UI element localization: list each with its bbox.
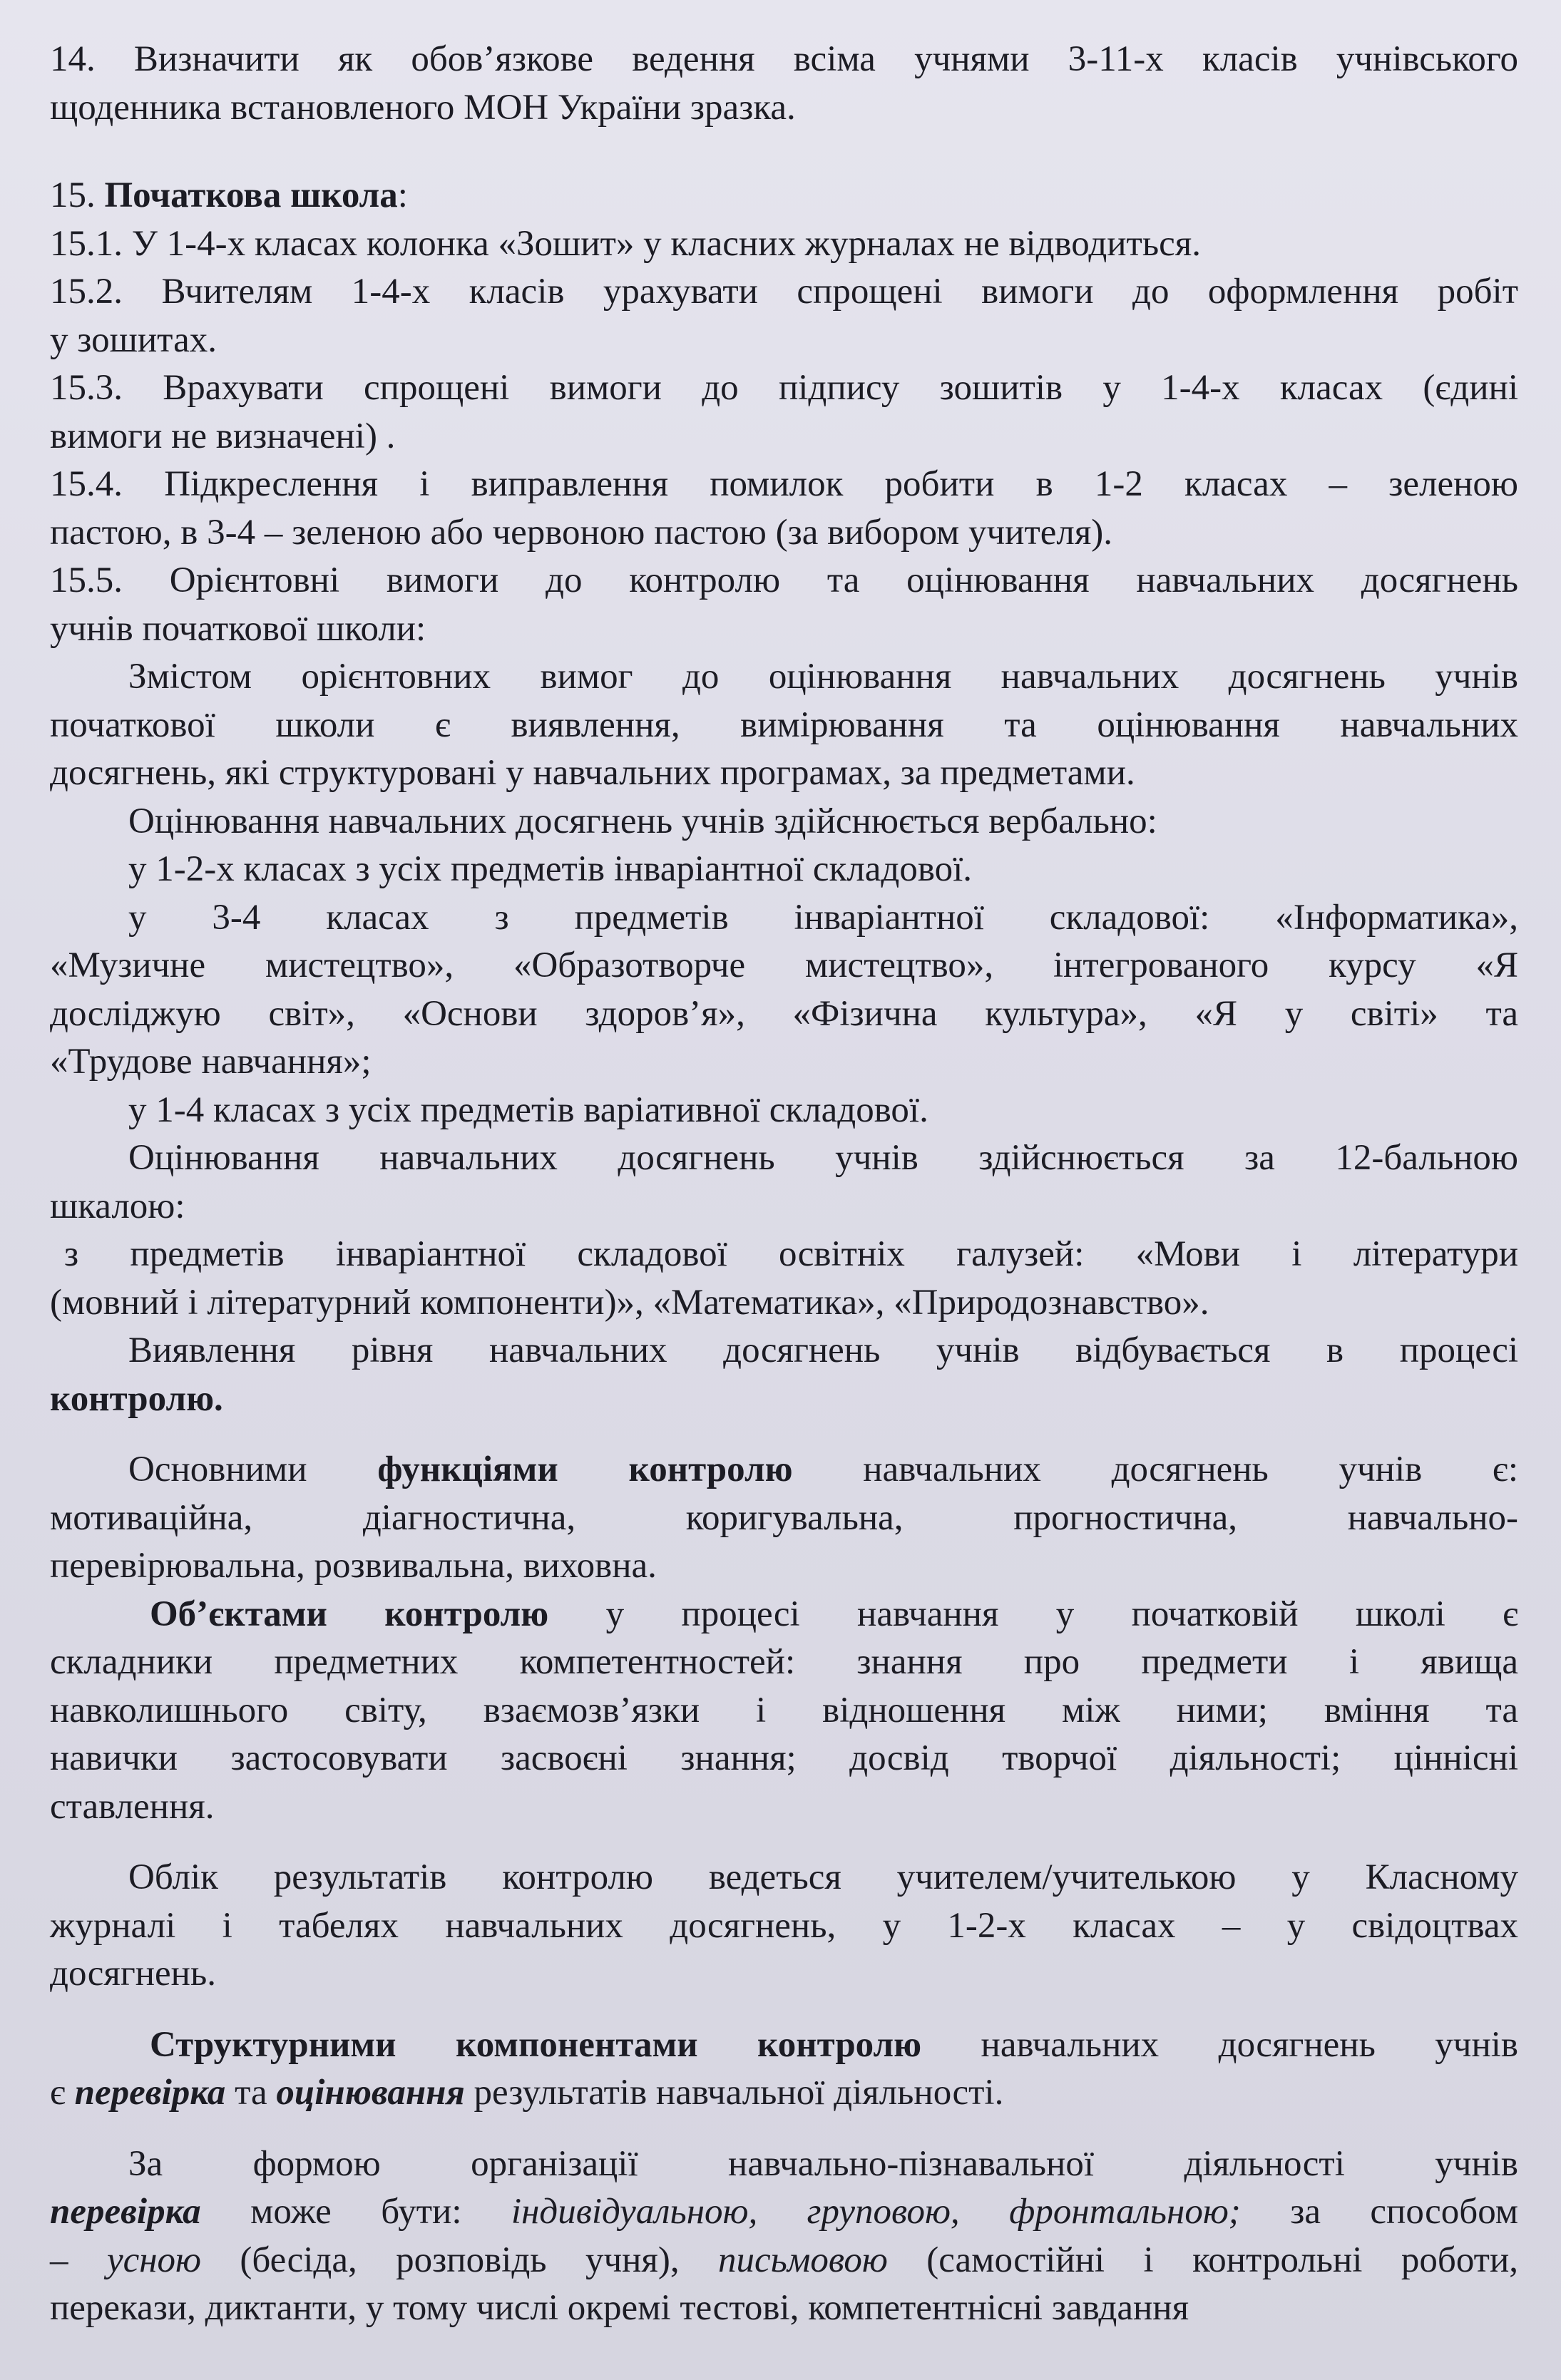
para-subjects-line-2: (мовний і літературний компоненти)», «Математика», «Природознавство». [50,1282,1209,1323]
item-15-4-line-1: 15.4. Підкреслення і виправлення помилок робити в 1-2 класах – зеленою [50,464,1518,504]
objects-bold: Об’єктами контролю [150,1594,549,1634]
form-t5: (самостійні і контрольні роботи, [887,2240,1519,2280]
para-verbal-grades-3-4-line-1: у 3-4 класах з предметів інваріантної складової: «Інформатика», [128,897,1518,938]
para-form-line-1: За формою організації навчально-пізнавальної діяльності учнів [128,2143,1518,2184]
para-structure-line-1 [50,2021,1518,2070]
section-15-colon: : [397,175,408,215]
form-it-types: індивідуальною, груповою, фронтальною; [511,2192,1241,2232]
para-content-line-2: початкової школи є виявлення, вимірювання та оцінювання навчальних [50,704,1518,745]
form-t3: – [50,2240,107,2280]
para-form-line-2 [50,2188,1518,2237]
section-15-title: Початкова школа [104,175,398,215]
structure-bi-check: перевірка [74,2073,226,2113]
item-14-line-2: щоденника встановленого МОН України зразка. [50,87,796,128]
item-15-3-line-1: 15.3. Врахувати спрощені вимоги до підпису зошитів у 1-4-х класах (єдині [50,368,1518,408]
para-verbal-grades-3-4-line-4: «Трудове навчання»; [50,1042,372,1082]
para-form-line-4: перекази, диктанти, у тому числі окремі тестові, компетентнісні завдання [50,2288,1189,2328]
item-15-2-line-1: 15.2. Вчителям 1-4-х класів урахувати спрощені вимоги до оформлення робіт [50,272,1518,312]
item-15-4-line-2: пастою, в 3-4 – зеленою або червоною пастою (за вибором учителя). [50,512,1113,553]
objects-text: у процесі навчання у початковій школі є [548,1594,1518,1634]
para-detection-line-1: Виявлення рівня навчальних досягнень учнів відбувається в процесі [128,1330,1518,1370]
para-verbal-grades-3-4-line-2: «Музичне мистецтво», «Образотворче мистецтво», інтегрованого курсу «Я [50,945,1518,985]
structure-bi-assessment: оцінювання [276,2073,465,2113]
form-bi-check: перевірка [50,2192,201,2232]
para-detection-bold: контролю. [50,1378,223,1419]
structure-text: навчальних досягнень учнів [921,2024,1518,2065]
para-variative: у 1-4 класах з усіх предметів варіативної складової. [128,1089,928,1130]
item-15-2-line-2: у зошитах. [50,319,217,360]
para-content-line-1: Змістом орієнтовних вимог до оцінювання навчальних досягнень учнів [128,657,1518,697]
structure-t2: та [225,2073,277,2113]
functions-text-1: Основними [128,1450,378,1489]
structure-t1: є [50,2073,75,2113]
section-15-heading [50,172,1518,220]
form-it-oral: усною [106,2240,201,2280]
para-objects-line-5: ставлення. [50,1786,215,1827]
form-t1: може бути: [200,2192,511,2232]
para-verbal-grades-1-2: у 1-2-х класах з усіх предметів інваріантної складової. [128,849,973,889]
para-12-point-line-1: Оцінювання навчальних досягнень учнів здійснюється за 12-бальною [128,1138,1518,1178]
para-records-line-2: журналі і табелях навчальних досягнень, у 1-2-х класах – у свідоцтвах [50,1905,1518,1946]
para-subjects-line-1: з предметів інваріантної складової освітніх галузей: «Мови і літератури [64,1234,1518,1274]
para-functions-line-3: перевірювальна, розвивальна, виховна. [50,1546,657,1586]
para-records-line-3: досягнень. [50,1954,216,1994]
para-functions-line-1 [50,1446,1518,1494]
para-content-line-3: досягнень, які структуровані у навчальних програмах, за предметами. [50,753,1135,793]
para-objects-line-2: складники предметних компетентностей: знання про предмети і явища [50,1642,1518,1682]
para-verbal: Оцінювання навчальних досягнень учнів здійснюється вербально: [128,801,1157,841]
para-objects-line-4: навички застосовувати засвоєні знання; досвід творчої діяльності; ціннісні [50,1738,1518,1778]
form-it-written: письмовою [718,2240,888,2280]
functions-bold: функціями контролю [377,1450,793,1489]
para-verbal-grades-3-4-line-3: досліджую світ», «Основи здоров’я», «Фізична культура», «Я у світі» та [50,993,1518,1034]
para-structure-line-2 [50,2069,1518,2118]
item-15-5-line-2: учнів початкової школи: [50,608,426,649]
item-15-5-line-1: 15.5. Орієнтовні вимоги до контролю та оцінювання навчальних досягнень [50,560,1518,600]
para-detection-line-2 [50,1375,1518,1424]
para-objects-line-3: навколишнього світу, взаємозв’язки і відношення між ними; вміння та [50,1690,1518,1730]
item-14-line-1: 14. Визначити як обов’язкове ведення всіма учнями 3-11-х класів учнівського [50,39,1518,79]
para-form-line-3 [50,2237,1518,2285]
item-15-1: 15.1. У 1-4-х класах колонка «Зошит» у класних журналах не відводиться. [50,223,1201,264]
item-15-3-line-2: вимоги не визначені) . [50,416,396,456]
document-body [50,36,1518,2333]
structure-t3: результатів навчальної діяльності. [464,2073,1004,2113]
section-15-number: 15. [50,175,105,215]
form-t4: (бесіда, розповідь учня), [200,2240,719,2280]
para-functions-line-2: мотиваційна, діагностична, коригувальна, прогностична, навчально- [50,1497,1518,1538]
functions-text-2: навчальних досягнень учнів є: [792,1450,1518,1489]
structure-bold: Структурними компонентами контролю [150,2024,922,2065]
form-t2: за способом [1240,2192,1518,2232]
para-records-line-1: Облік результатів контролю ведеться учителем/учителькою у Класному [128,1857,1518,1897]
para-12-point-line-2: шкалою: [50,1186,185,1226]
para-objects-line-1 [50,1591,1518,1639]
